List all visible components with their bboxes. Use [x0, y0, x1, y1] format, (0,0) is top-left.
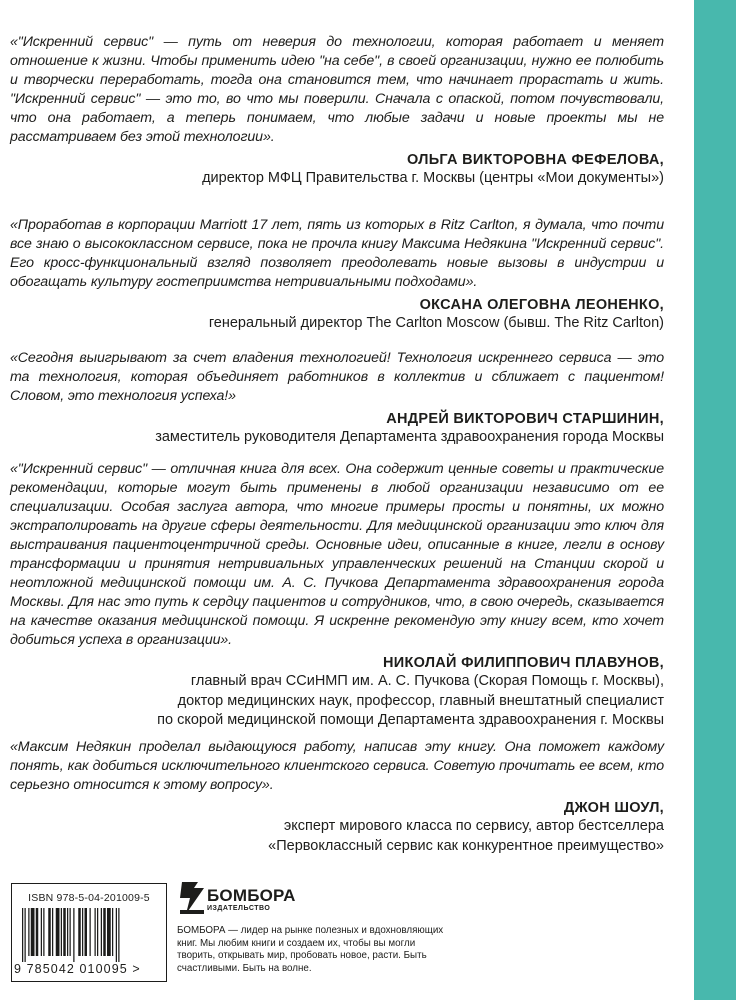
barcode-bar: [103, 908, 106, 956]
barcode-bar: [52, 908, 53, 956]
barcode-bar: [107, 908, 111, 956]
barcode-bar: [48, 908, 51, 956]
review-author: ОЛЬГА ВИКТОРОВНА ФЕФЕЛОВА,: [407, 152, 664, 168]
review-5: [10, 738, 664, 856]
barcode-bar: [63, 908, 66, 956]
review-3: [10, 349, 664, 448]
review-role: директор МФЦ Правительства г. Москвы (центры «Мои документы»): [202, 170, 664, 186]
review-author: НИКОЛАЙ ФИЛИППОВИЧ ПЛАВУНОВ,: [382, 655, 664, 671]
review-roles: [10, 169, 664, 189]
barcode-bar: [70, 908, 71, 956]
review-roles: [10, 314, 664, 334]
barcode-bar: [56, 908, 60, 956]
barcode-bar: [95, 908, 96, 956]
review-quote: «"Искренний сервис" — отличная книга для всех. Она содержит ценные советы и практические рекомендации, которые могут быть применены в любой организации независимо от ее специализации. Особая заслуга автора, что многие примеры просты и понятны, их можно экстраполировать на другие сферы деятельности. Для медицинской организации это ключ для выстраивания пациентоцентричной среды. Основные идеи, описанные в книге, легли в основу трансформации и принятия нетривиальных управленческих решений на Станции скорой и неотложной медицинской помощи им. А. С. Пучкова Департамента здравоохранения города Москвы. Для нас это путь к сердцу пациентов и сотрудников, что, в свою очередь, сказывается на качестве оказания медицинской помощи. Я искренне рекомендую эту книгу всем, кто хочет добиться успеха в организации».: [10, 461, 664, 648]
review-role: доктор медицинских наук, профессор, главный внештатный специалист: [177, 692, 664, 709]
spine-stripe: [694, 0, 736, 1000]
review-role: заместитель руководителя Департамента здравоохранения города Москвы: [155, 429, 664, 445]
barcode-bar: [67, 908, 68, 956]
review-author: АНДРЕЙ ВИКТОРОВИЧ СТАРШИНИН,: [386, 411, 664, 427]
review-roles: [10, 428, 664, 448]
barcode-digits: 9 785042 010095 >: [14, 962, 141, 976]
review-role: по скорой медицинской помощи Департамента здравоохранения г. Москвы: [157, 712, 664, 728]
barcode-bar: [22, 908, 23, 962]
barcode-bar: [82, 908, 83, 956]
review-author: ДЖОН ШОУЛ,: [563, 800, 664, 816]
barcode-bar: [73, 908, 74, 962]
barcode-bar: [28, 908, 29, 956]
publisher-description: БОМБОРА — лидер на рынке полезных и вдохновляющих книг. Мы любим книги и создаем их, чтобы вы могли творить, открывать мир, пробовать новое, расти. Быть счастливыми. Быть на волне.: [177, 925, 444, 974]
review-roles: [10, 672, 664, 731]
barcode-bar: [43, 908, 44, 956]
barcode-bar: [97, 908, 98, 956]
review-role: эксперт мирового класса по сервису, автор бестселлера: [283, 818, 664, 834]
review-quote: «Максим Недякин проделал выдающуюся работу, написав эту книгу. Она поможет каждому понять, как добиться исключительного клиентского сервиса. Советую прочитать ее всем, кто серьезно относится к этому вопросу».: [10, 739, 664, 793]
barcode-bar: [112, 908, 113, 956]
review-author: ОКСАНА ОЛЕГОВНА ЛЕОНЕНКО,: [419, 297, 664, 313]
review-4: [10, 460, 664, 731]
barcode-bar: [90, 908, 91, 956]
barcode-bars: [20, 908, 158, 962]
barcode-bar: [78, 908, 81, 956]
barcode-bar: [31, 908, 35, 956]
barcode: [11, 883, 167, 982]
barcode-bar: [25, 908, 26, 962]
review-role: «Первоклассный сервис как конкурентное преимущество»: [268, 837, 664, 854]
review-1: [10, 33, 664, 189]
review-quote: «"Искренний сервис" — путь от неверия до технологии, которая работает и меняет отношение к жизни. Чтобы применить идею "на себе", в своей организации, нужно ее полюбить и творчески переработать, тогда она становится тем, что начинает прорастать и жить. "Искренний сервис" — это то, во что мы поверили. Сначала с опаской, потом почувствовали, что она работает, а теперь понимаем, что любые задачи и новые проекты мы не рассматриваем без этой технологии».: [10, 34, 664, 145]
barcode-bar: [36, 908, 39, 956]
barcode-bar: [41, 908, 42, 956]
barcode-bar: [101, 908, 102, 956]
review-role: главный врач ССиНМП им. А. С. Пучкова (Скорая Помощь г. Москвы),: [190, 673, 664, 689]
barcode-bar: [116, 908, 117, 962]
barcode-bar: [118, 908, 119, 962]
barcode-bar: [85, 908, 88, 956]
isbn-text: ISBN 978-5-04-201009-5: [28, 892, 150, 904]
publisher-name: БОМБОРА: [207, 886, 296, 905]
review-quote: «Проработав в корпорации Marriott 17 лет, пять из которых в Ritz Carlton, я думала, что почти все знаю о высококлассном сервисе, пока не прочла книгу Максима Недякина "Искренний сервис". Его кросс-функциональный взгляд позволяет преодолевать новые вызовы в индустрии и обогащать культуру гостеприимства нетривиальными подходами».: [10, 217, 664, 290]
barcode-bar: [61, 908, 62, 956]
review-2: [10, 216, 664, 334]
review-roles: [10, 817, 664, 856]
review-role: генеральный директор The Carlton Moscow (бывш. The Ritz Carlton): [208, 315, 664, 331]
review-quote: «Сегодня выигрывают за счет владения технологией! Технология искреннего сервиса — это та технология, которая объединяет работников в коллектив и сближает с пациентом! Словом, это технология успеха!»: [10, 350, 664, 404]
publisher-subtitle: ИЗДАТЕЛЬСТВО: [207, 905, 271, 912]
